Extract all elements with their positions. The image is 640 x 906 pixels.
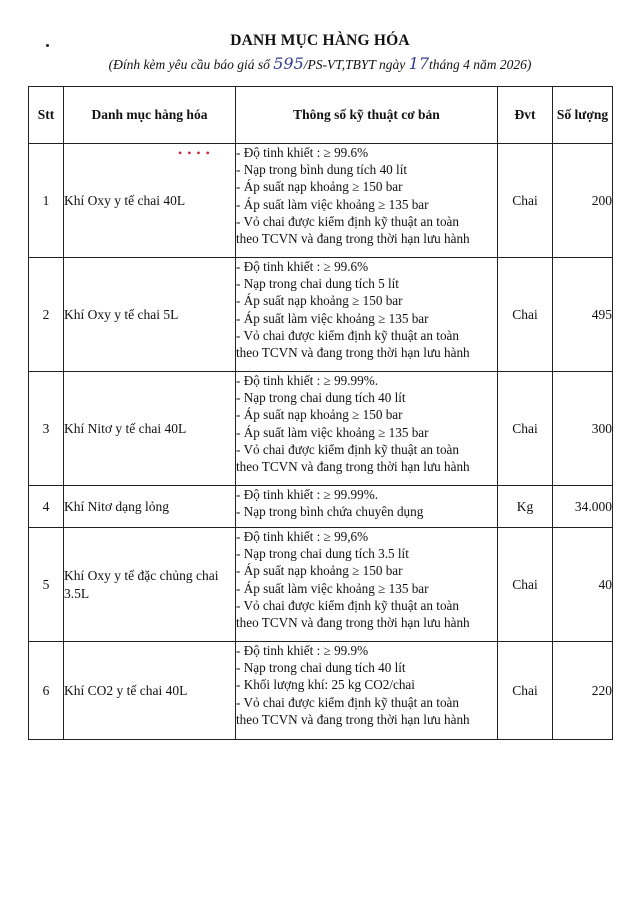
subtitle-prefix: (Đính kèm yêu cầu báo giá số <box>108 57 274 72</box>
row-unit: Chai <box>498 642 553 740</box>
table-row <box>29 258 613 372</box>
row-unit: Kg <box>498 486 553 528</box>
spec-line: theo TCVN và đang trong thời hạn lưu hành <box>236 711 470 727</box>
spec-line: theo TCVN và đang trong thời hạn lưu hành <box>236 615 470 631</box>
row-stt: 5 <box>29 528 64 642</box>
row-item-name: Khí Oxy y tế chai 5L <box>64 258 236 372</box>
table-row <box>29 144 613 258</box>
table-row <box>29 486 613 528</box>
table-row <box>29 642 613 740</box>
row-item-name: Khí Nitơ y tế chai 40L <box>64 372 236 486</box>
spec-line: - Độ tinh khiết : ≥ 99.9% <box>236 643 369 658</box>
row-item-name: Khí Oxy y tế chai 40L <box>64 144 236 258</box>
handwritten-day: 17 <box>408 54 429 73</box>
spec-line: - Nạp trong bình dung tích 40 lít <box>236 162 408 178</box>
row-specs <box>236 486 498 528</box>
spec-line: - Nạp trong chai dung tích 5 lít <box>236 276 399 292</box>
spec-line: theo TCVN và đang trong thời hạn lưu hành <box>236 459 470 475</box>
table-body <box>29 144 613 740</box>
spec-line: - Áp suất làm việc khoảng ≥ 135 bar <box>236 424 429 440</box>
row-stt: 4 <box>29 486 64 528</box>
row-stt: 2 <box>29 258 64 372</box>
header-specs: Thông số kỹ thuật cơ bản <box>236 87 498 144</box>
row-unit: Chai <box>498 144 553 258</box>
spec-line: - Áp suất nạp khoảng ≥ 150 bar <box>236 563 403 579</box>
spec-line: theo TCVN và đang trong thời hạn lưu hành <box>236 345 470 361</box>
subtitle-suffix: tháng 4 năm 2026) <box>429 57 532 72</box>
spec-line: - Độ tinh khiết : ≥ 99.6% <box>236 259 369 274</box>
row-unit: Chai <box>498 528 553 642</box>
spec-line: - Áp suất nạp khoảng ≥ 150 bar <box>236 179 403 195</box>
row-specs <box>236 144 498 258</box>
spec-line: - Áp suất nạp khoảng ≥ 150 bar <box>236 293 403 309</box>
row-quantity: 200 <box>553 144 613 258</box>
spec-line: - Nạp trong chai dung tích 3.5 lít <box>236 546 409 562</box>
spec-line: - Vỏ chai được kiểm định kỹ thuật an toàn <box>236 597 459 613</box>
subtitle-middle: /PS-VT,TBYT ngày <box>303 57 409 72</box>
spec-line: - Độ tinh khiết : ≥ 99.6% <box>236 145 369 160</box>
table-header-row <box>29 87 613 144</box>
spec-line: - Nạp trong bình chứa chuyên dụng <box>236 504 424 520</box>
header-item-name: Danh mục hàng hóa <box>64 87 236 144</box>
spec-line: - Áp suất nạp khoảng ≥ 150 bar <box>236 407 403 423</box>
row-unit: Chai <box>498 372 553 486</box>
row-specs <box>236 642 498 740</box>
row-item-name: Khí Nitơ dạng lỏng <box>64 486 236 528</box>
row-item-name: Khí CO2 y tế chai 40L <box>64 642 236 740</box>
red-ink-marks: • • • • <box>178 146 211 160</box>
row-stt: 3 <box>29 372 64 486</box>
spec-line: - Độ tinh khiết : ≥ 99,6% <box>236 529 369 544</box>
spec-line: - Áp suất làm việc khoảng ≥ 135 bar <box>236 310 429 326</box>
spec-line: - Vỏ chai được kiểm định kỹ thuật an toàn <box>236 327 459 343</box>
row-quantity: 300 <box>553 372 613 486</box>
row-quantity: 495 <box>553 258 613 372</box>
spec-line: - Độ tinh khiết : ≥ 99.99%. <box>236 487 379 502</box>
row-specs <box>236 258 498 372</box>
spec-line: theo TCVN và đang trong thời hạn lưu hành <box>236 231 470 247</box>
spec-line: - Nạp trong chai dung tích 40 lít <box>236 660 406 676</box>
table-row <box>29 372 613 486</box>
page-subtitle <box>0 54 640 73</box>
row-stt: 6 <box>29 642 64 740</box>
row-stt: 1 <box>29 144 64 258</box>
page-title: DANH MỤC HÀNG HÓA <box>230 32 410 49</box>
spec-line: - Khối lượng khí: 25 kg CO2/chai <box>236 677 415 693</box>
spec-line: - Vỏ chai được kiểm định kỹ thuật an toàn <box>236 441 459 457</box>
header-stt: Stt <box>29 87 64 144</box>
goods-table <box>28 86 613 740</box>
spec-line: - Áp suất làm việc khoảng ≥ 135 bar <box>236 580 429 596</box>
table-row <box>29 528 613 642</box>
spec-line: - Áp suất làm việc khoảng ≥ 135 bar <box>236 196 429 212</box>
spec-line: - Nạp trong chai dung tích 40 lít <box>236 390 406 406</box>
row-unit: Chai <box>498 258 553 372</box>
row-specs <box>236 528 498 642</box>
row-quantity: 40 <box>553 528 613 642</box>
spec-line: - Vỏ chai được kiểm định kỹ thuật an toàn <box>236 213 459 229</box>
row-quantity: 34.000 <box>553 486 613 528</box>
row-quantity: 220 <box>553 642 613 740</box>
spec-line: - Vỏ chai được kiểm định kỹ thuật an toàn <box>236 694 459 710</box>
header-unit: Đvt <box>498 87 553 144</box>
handwritten-request-number: 595 <box>273 54 304 73</box>
spec-line: - Độ tinh khiết : ≥ 99.99%. <box>236 373 379 388</box>
row-specs <box>236 372 498 486</box>
row-item-name: Khí Oxy y tế đặc chủng chai 3.5L <box>64 528 236 642</box>
header-quantity: Số lượng <box>553 87 613 144</box>
